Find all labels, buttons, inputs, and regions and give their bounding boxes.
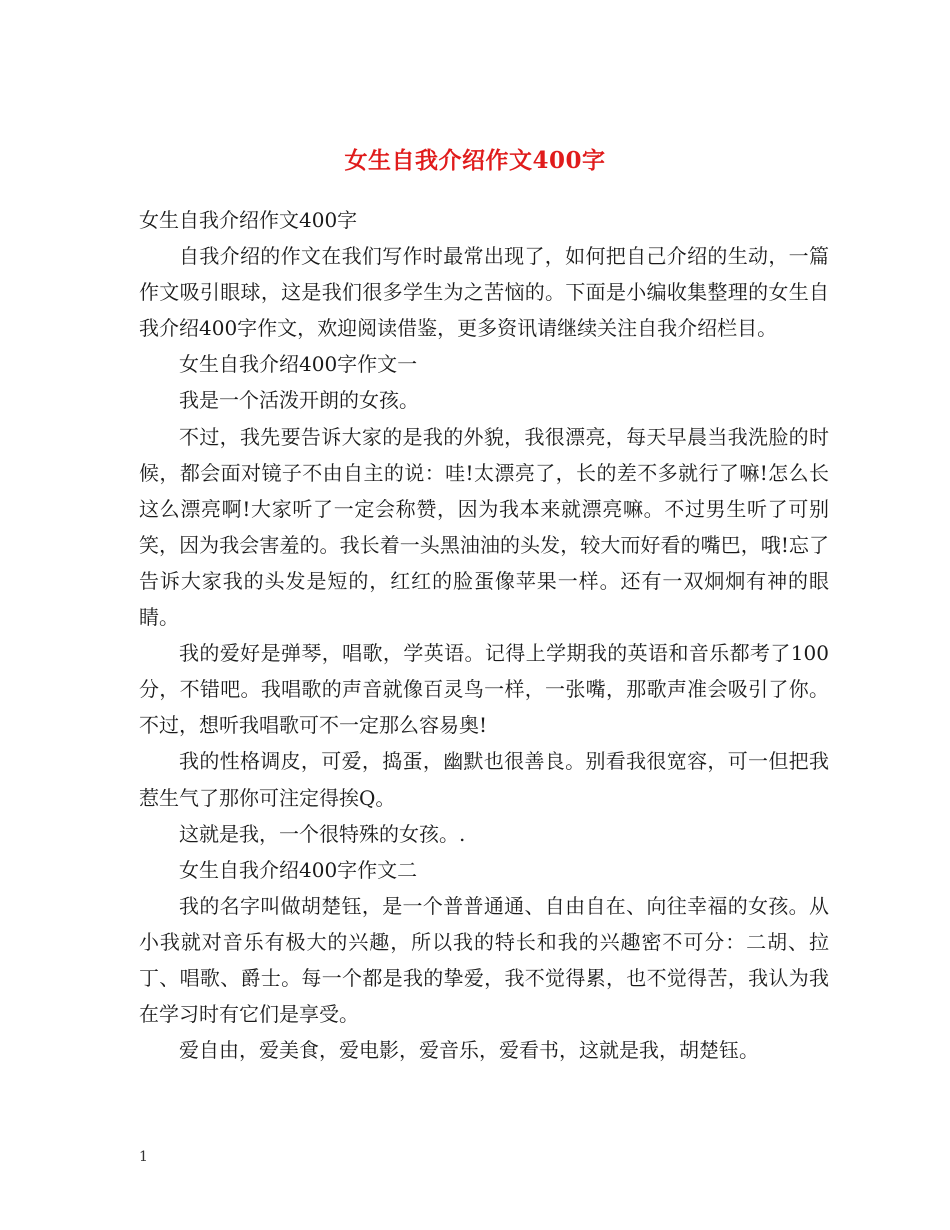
paragraph: 我的性格调皮，可爱，捣蛋，幽默也很善良。别看我很宽容，可一但把我惹生气了那你可注定得挨Q。 — [139, 749, 829, 810]
section-heading-essay-one: 女生自我介绍400字作文一 — [179, 352, 418, 377]
paragraph: 我是一个活泼开朗的女孩。 — [179, 388, 419, 413]
paragraph: 我的名字叫做胡楚钰，是一个普普通通、自由自在、向往幸福的女孩。从小我就对音乐有极大的兴趣，所以我的特长和我的兴趣密不可分：二胡、拉丁、唱歌、爵士。每一个都是我的挚爱，我不觉得累，也不觉得苦，我认为我在学习时有它们是享受。 — [139, 893, 829, 1027]
paragraph: 爱自由，爱美食，爱电影，爱音乐，爱看书，这就是我，胡楚钰。 — [179, 1038, 759, 1063]
paragraph-subtitle: 女生自我介绍作文400字 — [139, 208, 358, 232]
paragraph: 我的爱好是弹琴，唱歌，学英语。记得上学期我的英语和音乐都考了100分，不错吧。我唱歌的声音就像百灵鸟一样，一张嘴，那歌声准会吸引了你。不过，想听我唱歌可不一定那么容易奥! — [139, 641, 829, 738]
section-heading-essay-two: 女生自我介绍400字作文二 — [179, 857, 418, 882]
document-title: 女生自我介绍作文400字 — [344, 147, 606, 175]
paragraph: 这就是我，一个很特殊的女孩。. — [179, 821, 466, 846]
paragraph-intro: 自我介绍的作文在我们写作时最常出现了，如何把自己介绍的生动，一篇作文吸引眼球，这是我们很多学生为之苦恼的。下面是小编收集整理的女生自我介绍400字作文，欢迎阅读借鉴，更多资讯请继续关注自我介绍栏目。 — [139, 244, 829, 341]
document-body — [139, 202, 829, 1068]
paragraph: 不过，我先要告诉大家的是我的外貌，我很漂亮，每天早晨当我洗脸的时候，都会面对镜子不由自主的说：哇!太漂亮了，长的差不多就行了嘛!怎么长这么漂亮啊!大家听了一定会称赞，因为我本来就漂亮嘛。不过男生听了可别笑，因为我会害羞的。我长着一头黑油油的头发，较大而好看的嘴巴，哦!忘了告诉大家我的头发是短的，红红的脸蛋像苹果一样。还有一双炯炯有神的眼睛。 — [139, 424, 829, 630]
page-number: 1 — [139, 1149, 148, 1165]
